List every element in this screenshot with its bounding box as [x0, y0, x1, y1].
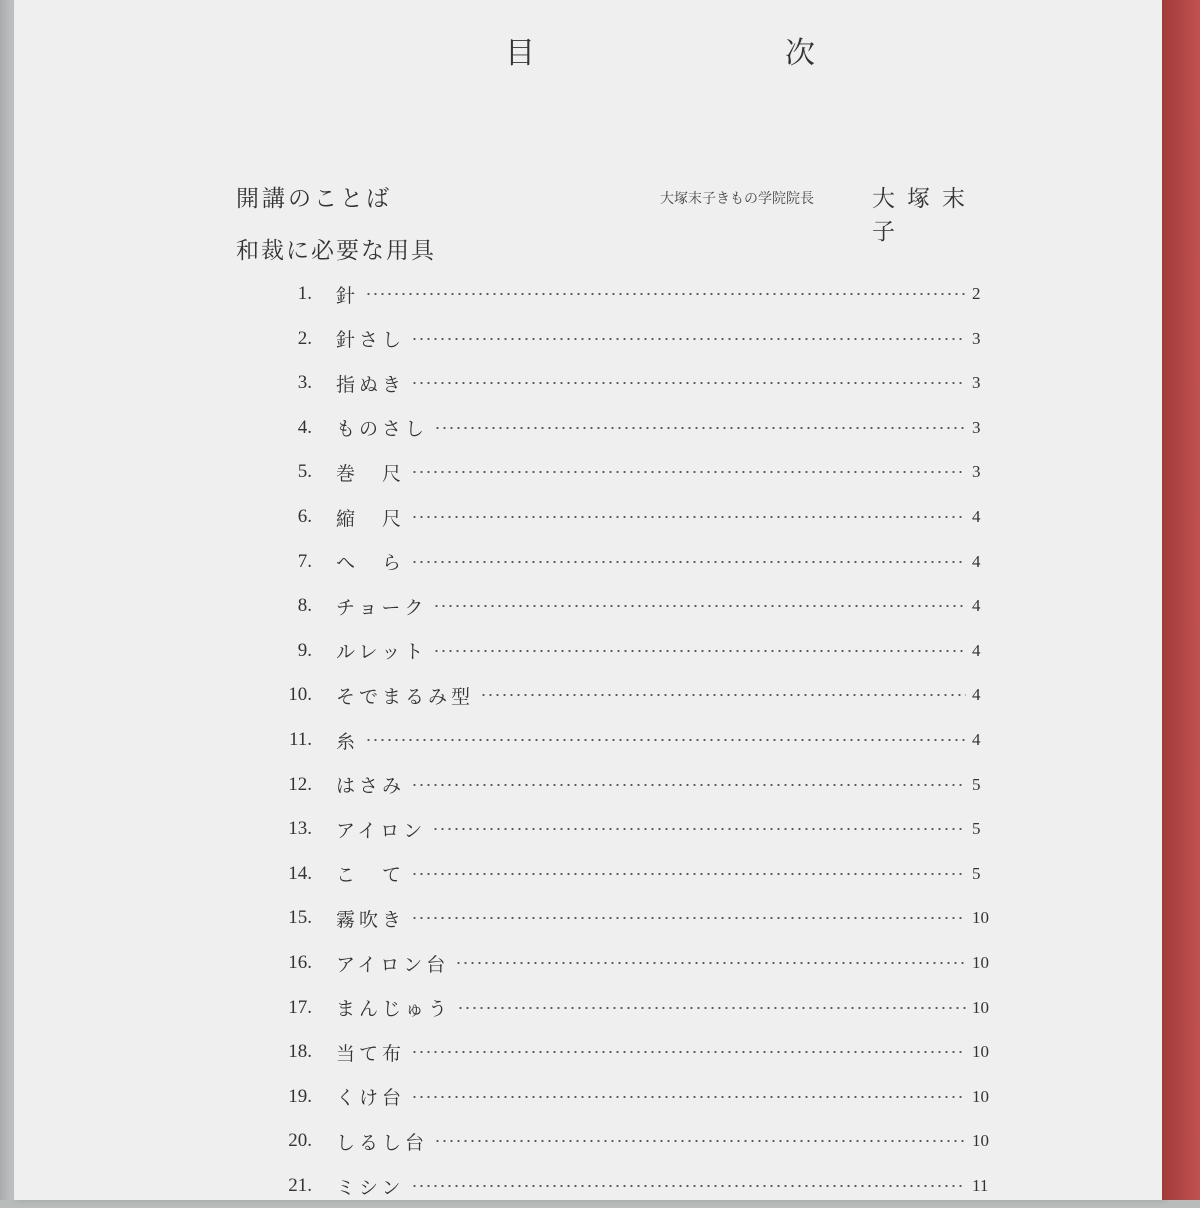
toc-entry	[270, 584, 1000, 628]
toc-entry	[270, 807, 1000, 851]
dot-leader	[432, 828, 966, 830]
toc-entry-title: 針	[336, 284, 360, 307]
toc-entry-number: 13.	[288, 818, 312, 840]
toc-entry	[270, 673, 1000, 717]
toc-entry	[270, 763, 1000, 807]
toc-entry-number: 11.	[288, 729, 312, 750]
page-title: 目 次	[505, 36, 925, 71]
dot-leader	[433, 650, 966, 652]
toc-entry	[270, 941, 1000, 985]
toc-entry-number: 4.	[297, 416, 312, 438]
dot-leader	[434, 1140, 966, 1142]
toc-entry-title: しるし台	[336, 1131, 429, 1154]
dot-leader	[411, 561, 966, 563]
toc-entry-page: 10	[972, 953, 989, 972]
toc-entry-title: こ て	[336, 864, 406, 887]
toc-entry-page: 10	[972, 1131, 989, 1151]
toc-entry-page: 4	[972, 596, 981, 616]
dot-leader	[365, 293, 966, 295]
red-cover-edge	[1162, 0, 1200, 1200]
toc-entry-number: 15.	[288, 907, 312, 929]
toc-entry-number: 3.	[297, 372, 312, 394]
toc-entry-title: ものさし	[336, 418, 429, 441]
dot-leader	[433, 605, 966, 607]
dot-leader	[411, 471, 966, 473]
toc-entry	[270, 495, 1000, 539]
dot-leader	[455, 962, 966, 964]
opening-author-role: 大塚末子きもの学院院長	[660, 191, 814, 207]
toc-entry-title: 当て布	[336, 1042, 406, 1065]
toc-entry-title: 糸	[336, 730, 360, 753]
toc-entry	[270, 406, 1000, 450]
toc-entry-title: 霧吹き	[336, 908, 406, 931]
toc-entry-number: 2.	[297, 327, 312, 349]
toc-entry	[270, 361, 1000, 405]
toc-entry	[270, 272, 1000, 316]
toc-entry-title: ルレット	[336, 641, 428, 664]
toc-entry-number: 19.	[288, 1085, 312, 1107]
toc-entry-title: 指ぬき	[336, 373, 406, 396]
toc-entry-title: アイロン	[336, 819, 427, 842]
toc-entry-page: 2	[972, 284, 981, 303]
toc-entry-number: 16.	[288, 952, 312, 973]
toc-entry-title: まんじゅう	[336, 998, 452, 1021]
toc-entry-title: 巻 尺	[336, 462, 406, 485]
toc-entry-title: ミシン	[336, 1176, 405, 1199]
toc-entry-title: くけ台	[336, 1087, 406, 1110]
dot-leader	[457, 1007, 966, 1009]
toc-entry	[270, 1075, 1000, 1119]
toc-entry-title: そでまるみ型	[336, 685, 475, 708]
dot-leader	[411, 1096, 966, 1098]
opening-author-name: 大塚末子	[872, 186, 977, 245]
toc-entry-title: へ ら	[336, 552, 406, 575]
dot-leader	[411, 917, 966, 919]
dot-leader	[411, 1051, 966, 1053]
toc-entry	[270, 718, 1000, 762]
dot-leader	[411, 784, 966, 786]
toc-entry	[270, 317, 1000, 361]
opening-label: 開講のことば	[236, 186, 392, 212]
dot-leader	[411, 516, 966, 518]
toc-entry-page: 4	[972, 640, 981, 660]
toc-entry-page: 4	[972, 551, 981, 571]
toc-entry-page: 10	[972, 908, 989, 928]
toc-entry-title: 縮 尺	[336, 507, 406, 530]
toc-entry-title: アイロン台	[336, 953, 450, 976]
toc-entry-number: 20.	[288, 1130, 312, 1152]
toc-entry-number: 21.	[288, 1175, 312, 1196]
dot-leader	[365, 739, 966, 741]
dot-leader	[480, 694, 966, 696]
toc-entry-page: 3	[972, 328, 981, 348]
toc-entry	[270, 986, 1000, 1030]
toc-entry-page: 4	[972, 730, 981, 749]
dot-leader	[411, 873, 966, 875]
toc-entry-page: 5	[972, 819, 981, 839]
toc-entry-page: 10	[972, 997, 989, 1017]
toc-entry	[270, 896, 1000, 940]
toc-entry-page: 11	[972, 1176, 989, 1195]
toc-entry-title: はさみ	[336, 775, 406, 798]
toc-entry-number: 14.	[288, 862, 312, 884]
toc-entry-number: 9.	[297, 639, 312, 661]
toc-entry-title: チョーク	[336, 596, 428, 619]
toc-entry-page: 5	[972, 863, 981, 883]
dot-leader	[411, 382, 966, 384]
toc-entry-number: 18.	[288, 1041, 312, 1063]
toc-entry-title: 針さし	[336, 329, 406, 352]
toc-entry-number: 8.	[297, 595, 312, 617]
toc-entry	[270, 852, 1000, 896]
opening-entry	[236, 180, 988, 245]
toc-entry-page: 5	[972, 774, 981, 794]
toc-entry	[270, 1030, 1000, 1074]
dot-leader	[411, 1185, 966, 1187]
section-title: 和裁に必要な用具	[236, 238, 436, 264]
toc-entry-page: 3	[972, 462, 981, 482]
toc-entry-page: 4	[972, 507, 981, 526]
toc-entry-page: 10	[972, 1086, 989, 1106]
toc-entry	[270, 540, 1000, 584]
toc-entry-page: 4	[972, 685, 981, 705]
toc-entry-number: 1.	[297, 283, 312, 304]
dot-leader	[411, 338, 966, 340]
toc-entry-number: 10.	[288, 684, 312, 706]
toc-entry	[270, 450, 1000, 494]
toc-entry-number: 7.	[297, 550, 312, 572]
toc-entry-page: 3	[972, 417, 981, 437]
toc-entry-page: 3	[972, 373, 981, 393]
toc-entry-number: 17.	[288, 996, 312, 1018]
toc-entry-page: 10	[972, 1042, 989, 1062]
toc-entry	[270, 629, 1000, 673]
toc-entry	[270, 1119, 1000, 1163]
toc-entry-number: 6.	[297, 506, 312, 527]
toc-entry-number: 5.	[297, 461, 312, 483]
toc-entry-number: 12.	[288, 773, 312, 795]
toc-entry	[270, 1164, 1000, 1208]
dot-leader	[434, 427, 966, 429]
